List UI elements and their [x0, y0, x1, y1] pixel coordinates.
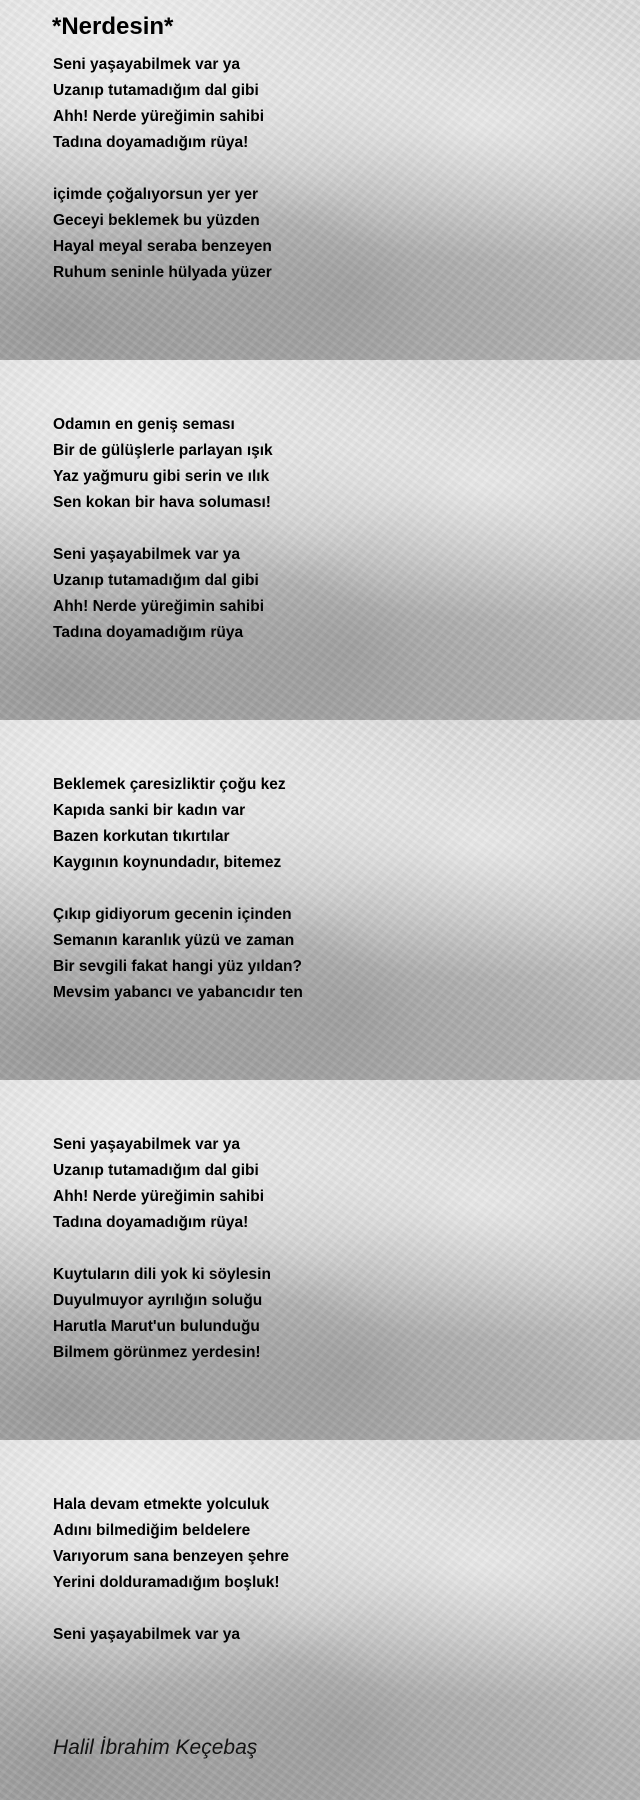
poem-line: Uzanıp tutamadığım dal gibi: [53, 1162, 259, 1179]
poem-title: *Nerdesin*: [52, 13, 174, 40]
poem-line: Hayal meyal seraba benzeyen: [53, 238, 272, 255]
poem-author: Halil İbrahim Keçebaş: [53, 1736, 258, 1759]
poem-line: Odamın en geniş seması: [53, 416, 235, 433]
poem-panel-3: [0, 720, 640, 1080]
panel-5-stanzas: [53, 1492, 613, 1648]
stanza: [53, 542, 613, 646]
poem-line: Seni yaşayabilmek var ya: [53, 1626, 240, 1643]
stanza: [53, 412, 613, 516]
poem-line: Seni yaşayabilmek var ya: [53, 546, 240, 563]
poem-line: Duyulmuyor ayrılığın soluğu: [53, 1292, 263, 1309]
poem-panel-4: [0, 1080, 640, 1440]
panel-1-stanzas: [53, 52, 613, 286]
poem-line: Yerini dolduramadığım boşluk!: [53, 1574, 280, 1591]
stanza: [53, 1622, 613, 1648]
poem-line: Tadına doyamadığım rüya!: [53, 134, 249, 151]
stanza: [53, 772, 613, 876]
panel-3-stanzas: [53, 772, 613, 1006]
poem-line: Adını bilmediğim beldelere: [53, 1522, 251, 1539]
poem-panel-5: [0, 1440, 640, 1800]
poem-line: Ahh! Nerde yüreğimin sahibi: [53, 108, 265, 125]
stanza: [53, 182, 613, 286]
panel-4-stanzas: [53, 1132, 613, 1366]
poem-line: Tadına doyamadığım rüya: [53, 624, 244, 641]
stanza: [53, 52, 613, 156]
poem-line: Ahh! Nerde yüreğimin sahibi: [53, 598, 265, 615]
poem-line: Mevsim yabancı ve yabancıdır ten: [53, 984, 303, 1001]
panel-2-stanzas: [53, 412, 613, 646]
stanza: [53, 1492, 613, 1596]
poem-line: Uzanıp tutamadığım dal gibi: [53, 572, 259, 589]
poem-line: Çıkıp gidiyorum gecenin içinden: [53, 906, 292, 923]
poem-line: Seni yaşayabilmek var ya: [53, 56, 240, 73]
poem-line: Hala devam etmekte yolculuk: [53, 1496, 270, 1513]
stanza: [53, 1262, 613, 1366]
poem-line: içimde çoğalıyorsun yer yer: [53, 186, 259, 203]
poem-line: Bir sevgili fakat hangi yüz yıldan?: [53, 958, 302, 975]
poem-line: Harutla Marut'un bulunduğu: [53, 1318, 260, 1335]
poem-line: Kuytuların dili yok ki söylesin: [53, 1266, 271, 1283]
poem-line: Kapıda sanki bir kadın var: [53, 802, 246, 819]
poem-line: Seni yaşayabilmek var ya: [53, 1136, 240, 1153]
poem-line: Bir de gülüşlerle parlayan ışık: [53, 442, 273, 459]
poem-panel-1: [0, 0, 640, 360]
poem-line: Ahh! Nerde yüreğimin sahibi: [53, 1188, 265, 1205]
poem-line: Sen kokan bir hava soluması!: [53, 494, 271, 511]
poem-line: Semanın karanlık yüzü ve zaman: [53, 932, 295, 949]
poem-line: Beklemek çaresizliktir çoğu kez: [53, 776, 286, 793]
poem-line: Kaygının koynundadır, bitemez: [53, 854, 282, 871]
poem-line: Varıyorum sana benzeyen şehre: [53, 1548, 290, 1565]
poem-line: Ruhum seninle hülyada yüzer: [53, 264, 272, 281]
poem-line: Uzanıp tutamadığım dal gibi: [53, 82, 259, 99]
poem-line: Bilmem görünmez yerdesin!: [53, 1344, 261, 1361]
stanza: [53, 902, 613, 1006]
poem-line: Bazen korkutan tıkırtılar: [53, 828, 230, 845]
poem-line: Yaz yağmuru gibi serin ve ılık: [53, 468, 270, 485]
stanza: [53, 1132, 613, 1236]
poem-line: Tadına doyamadığım rüya!: [53, 1214, 249, 1231]
poem-panel-2: [0, 360, 640, 720]
poem-line: Geceyi beklemek bu yüzden: [53, 212, 260, 229]
